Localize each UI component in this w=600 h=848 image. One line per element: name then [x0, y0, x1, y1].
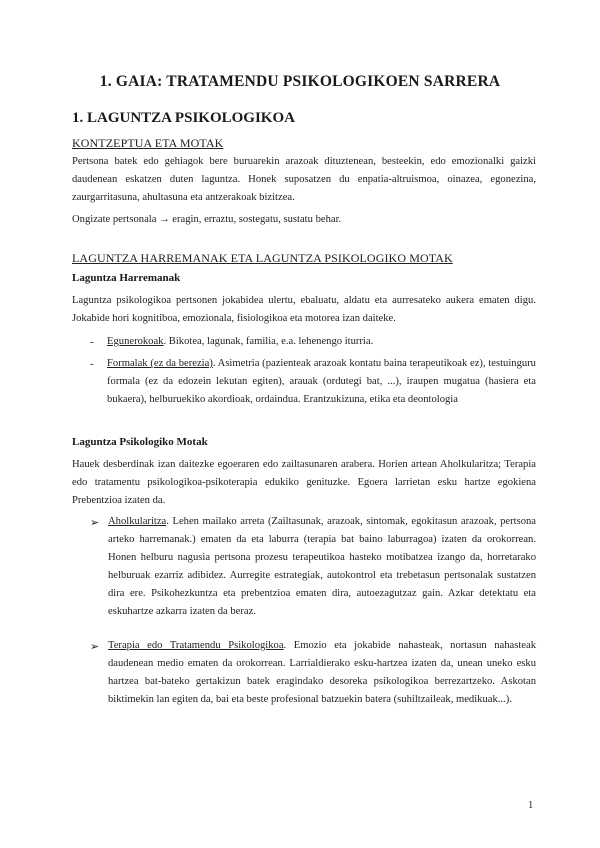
- bullet-marker: -: [90, 336, 94, 348]
- relations-heading: LAGUNTZA HARREMANAK ETA LAGUNTZA PSIKOLOGIKO MOTAK: [72, 251, 453, 265]
- arrow-bullet-icon: ➢: [90, 641, 100, 653]
- types-subheading: Laguntza Psikologiko Motak: [72, 436, 208, 448]
- section-title: 1. LAGUNTZA PSIKOLOGIKOA: [72, 110, 295, 126]
- list-item-text: . Asimetria (pazienteak arazoak kontatu baina terapeutikoak ez), testuinguru formala (ez da edozein lekutan egiten), arauak (ordutegi bat, ...), iraupen mugatua (hasiera eta bukaera), helburuekiko akordioak, ordaindua. Erantzukizuna, etika eta deontologia: [107, 358, 536, 405]
- bullet-marker: -: [90, 358, 94, 370]
- concept-paragraph: Pertsona batek edo gehiagok bere buruarekin arazoak dituztenean, besteekin, edo emozionalki gaizki daudenean eskatzen duten laguntza. Honek suposatzen du enpatia-altruismoa, oinazea, egonezina, zaurgarritasuna, ahultasuna eta antzerakoak bizitzea.: [72, 156, 536, 203]
- list-item-text: . Lehen mailako arreta (Zailtasunak, arazoak, sintomak, egokitasun arazoak, pertsona arteko harremanak.) ematen da eta laburra (terapia bat baino laburragoa) izaten da orokorrean. Honen helburu nagusia pertsona prozesu terapeutikoa hasteko motibatzea izango da, horretarako helburuak ezarriz adibidez. Aurregite estrategiak, autokontrol eta trebetasun pertsonalak sustatzen dira ere. Psikohezkuntza eta prebentzioa ematen dira, autoezagutzaz gain. Azkar detektatu eta eskuhartze azkarra izaten da beraz.: [108, 516, 536, 617]
- list-item: [108, 637, 536, 709]
- list-item-text: . Emozio eta jokabide nahasteak, nortasun nahasteak daudenean medio ematen da orokorrean. Larrialdierako esku-hartzea izaten da, unean uneko esku hartzea bat-bateko gertakizun batek eragindako desoreka psikologikoa berrezartzeko. Askotan biktimekin lan egiten da, bai eta beste profesional batzuekin batera (suhiltzaileak, medikuak...).: [108, 640, 536, 705]
- concept-heading: KONTZEPTUA ETA MOTAK: [72, 136, 224, 150]
- relations-subheading: Laguntza Harremanak: [72, 272, 181, 284]
- list-item-text: . Bikotea, lagunak, familia, e.a. lehenengo iturria.: [163, 336, 374, 347]
- wellbeing-paragraph: Ongizate pertsonala → eragin, erraztu, sostegatu, sustatu behar.: [72, 214, 342, 225]
- list-item: [107, 333, 536, 351]
- relations-paragraph: Laguntza psikologikoa pertsonen jokabidea ulertu, ebaluatu, aldatu eta aurresateko aukera ematen digu. Jokabide hori kognitiboa, emozionala, fisiologikoa eta motorea izan daiteke.: [72, 295, 536, 324]
- list-item-term: Formalak (ez da berezia): [107, 358, 213, 369]
- list-item-term: Terapia edo Tratamendu Psikologikoa: [108, 640, 284, 651]
- list-item-term: Aholkularitza: [108, 516, 167, 527]
- list-item: [108, 513, 536, 621]
- arrow-bullet-icon: ➢: [90, 517, 100, 529]
- list-item-term: Egunerokoak: [107, 336, 164, 347]
- list-item: [107, 355, 536, 409]
- document-title: 1. GAIA: TRATAMENDU PSIKOLOGIKOEN SARRERA: [99, 73, 501, 90]
- types-paragraph: Hauek desberdinak izan daitezke egoeraren edo zailtasunaren arabera. Horien artean Aholkularitza; Terapia edo tratamentu psikologikoa-psikoterapia edukiko genituzke. Egoera larrietan esku hartze egokiena Prebentzioa izaten da.: [72, 459, 536, 506]
- page-number: 1: [528, 800, 534, 811]
